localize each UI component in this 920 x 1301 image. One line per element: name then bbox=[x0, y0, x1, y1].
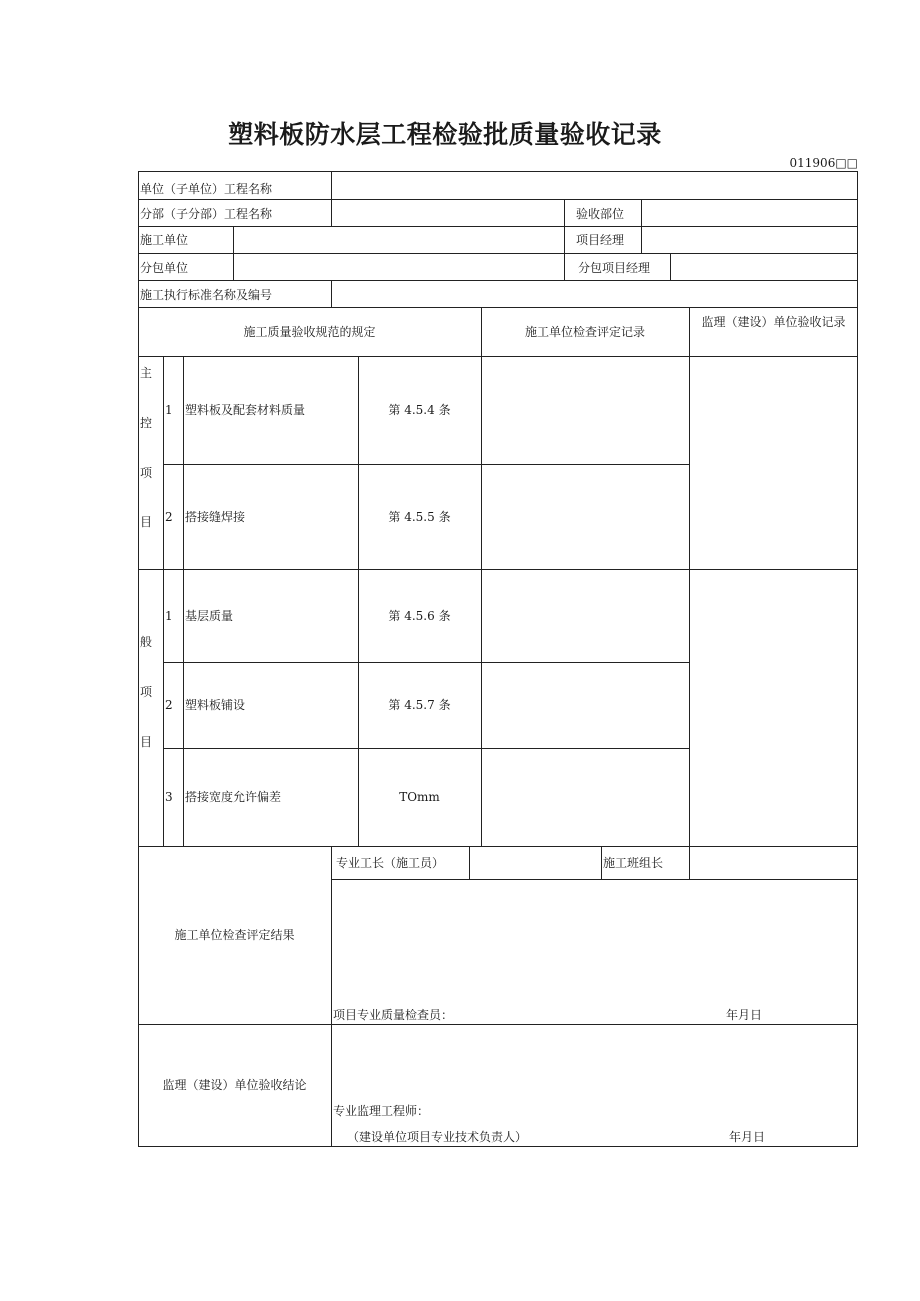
conclusion-label: 监理（建设）单位验收结论 bbox=[162, 1078, 307, 1092]
subcontract-unit-label: 分包单位 bbox=[140, 261, 189, 275]
form-code: 011906□□ bbox=[789, 156, 858, 170]
col-supervision-header: 监理（建设）单位验收记录 bbox=[701, 315, 846, 329]
main-control-char: 项 bbox=[140, 466, 153, 480]
main-control-char: 目 bbox=[140, 515, 153, 529]
standard-name-label: 施工执行标准名称及编号 bbox=[140, 288, 273, 302]
general-char: 项 bbox=[140, 685, 153, 699]
item-name: 塑料板及配套材料质量 bbox=[185, 403, 306, 417]
item-name: 塑料板铺设 bbox=[185, 698, 246, 712]
construction-unit-label: 施工单位 bbox=[140, 233, 189, 247]
main-control-char: 主 bbox=[140, 366, 153, 380]
page-title: 塑料板防水层工程检验批质量验收记录 bbox=[228, 120, 662, 149]
main-control-char: 控 bbox=[140, 416, 153, 430]
owner-rep-label: （建设单位项目专业技术负责人） bbox=[347, 1130, 528, 1144]
item-clause: 第 4.5.4 条 bbox=[388, 403, 451, 417]
item-number: 1 bbox=[165, 609, 173, 623]
item-name: 搭接缝焊接 bbox=[185, 510, 246, 524]
subcontract-pm-label: 分包项目经理 bbox=[578, 261, 651, 275]
item-number: 1 bbox=[165, 403, 173, 417]
acceptance-part-label: 验收部位 bbox=[576, 207, 625, 221]
item-name: 搭接宽度允许偏差 bbox=[185, 790, 282, 804]
unit-project-name-label: 单位（子单位）工程名称 bbox=[140, 182, 273, 196]
item-number: 2 bbox=[165, 698, 173, 712]
inspector-label: 项目专业质量检查员： bbox=[333, 1008, 454, 1022]
result-label: 施工单位检查评定结果 bbox=[174, 928, 295, 942]
supervision-engineer-label: 专业监理工程师： bbox=[333, 1104, 430, 1118]
general-char: 般 bbox=[140, 635, 153, 649]
col-self-check-header: 施工单位检查评定记录 bbox=[524, 325, 645, 339]
item-clause: 第 4.5.7 条 bbox=[388, 698, 451, 712]
item-number: 3 bbox=[165, 790, 173, 804]
team-leader-label: 施工班组长 bbox=[603, 856, 664, 870]
sub-project-name-label: 分部（子分部）工程名称 bbox=[140, 207, 273, 221]
project-manager-label: 项目经理 bbox=[576, 233, 625, 247]
item-name: 基层质量 bbox=[185, 609, 234, 623]
item-number: 2 bbox=[165, 510, 173, 524]
general-char: 目 bbox=[140, 735, 153, 749]
result-date: 年月日 bbox=[726, 1008, 763, 1022]
item-clause: 第 4.5.5 条 bbox=[388, 510, 451, 524]
item-clause: 第 4.5.6 条 bbox=[388, 609, 451, 623]
foreman-label: 专业工长（施工员） bbox=[336, 856, 445, 870]
item-clause: TOmm bbox=[399, 790, 440, 804]
col-spec-header: 施工质量验收规范的规定 bbox=[243, 325, 376, 339]
conclusion-date: 年月日 bbox=[729, 1130, 766, 1144]
